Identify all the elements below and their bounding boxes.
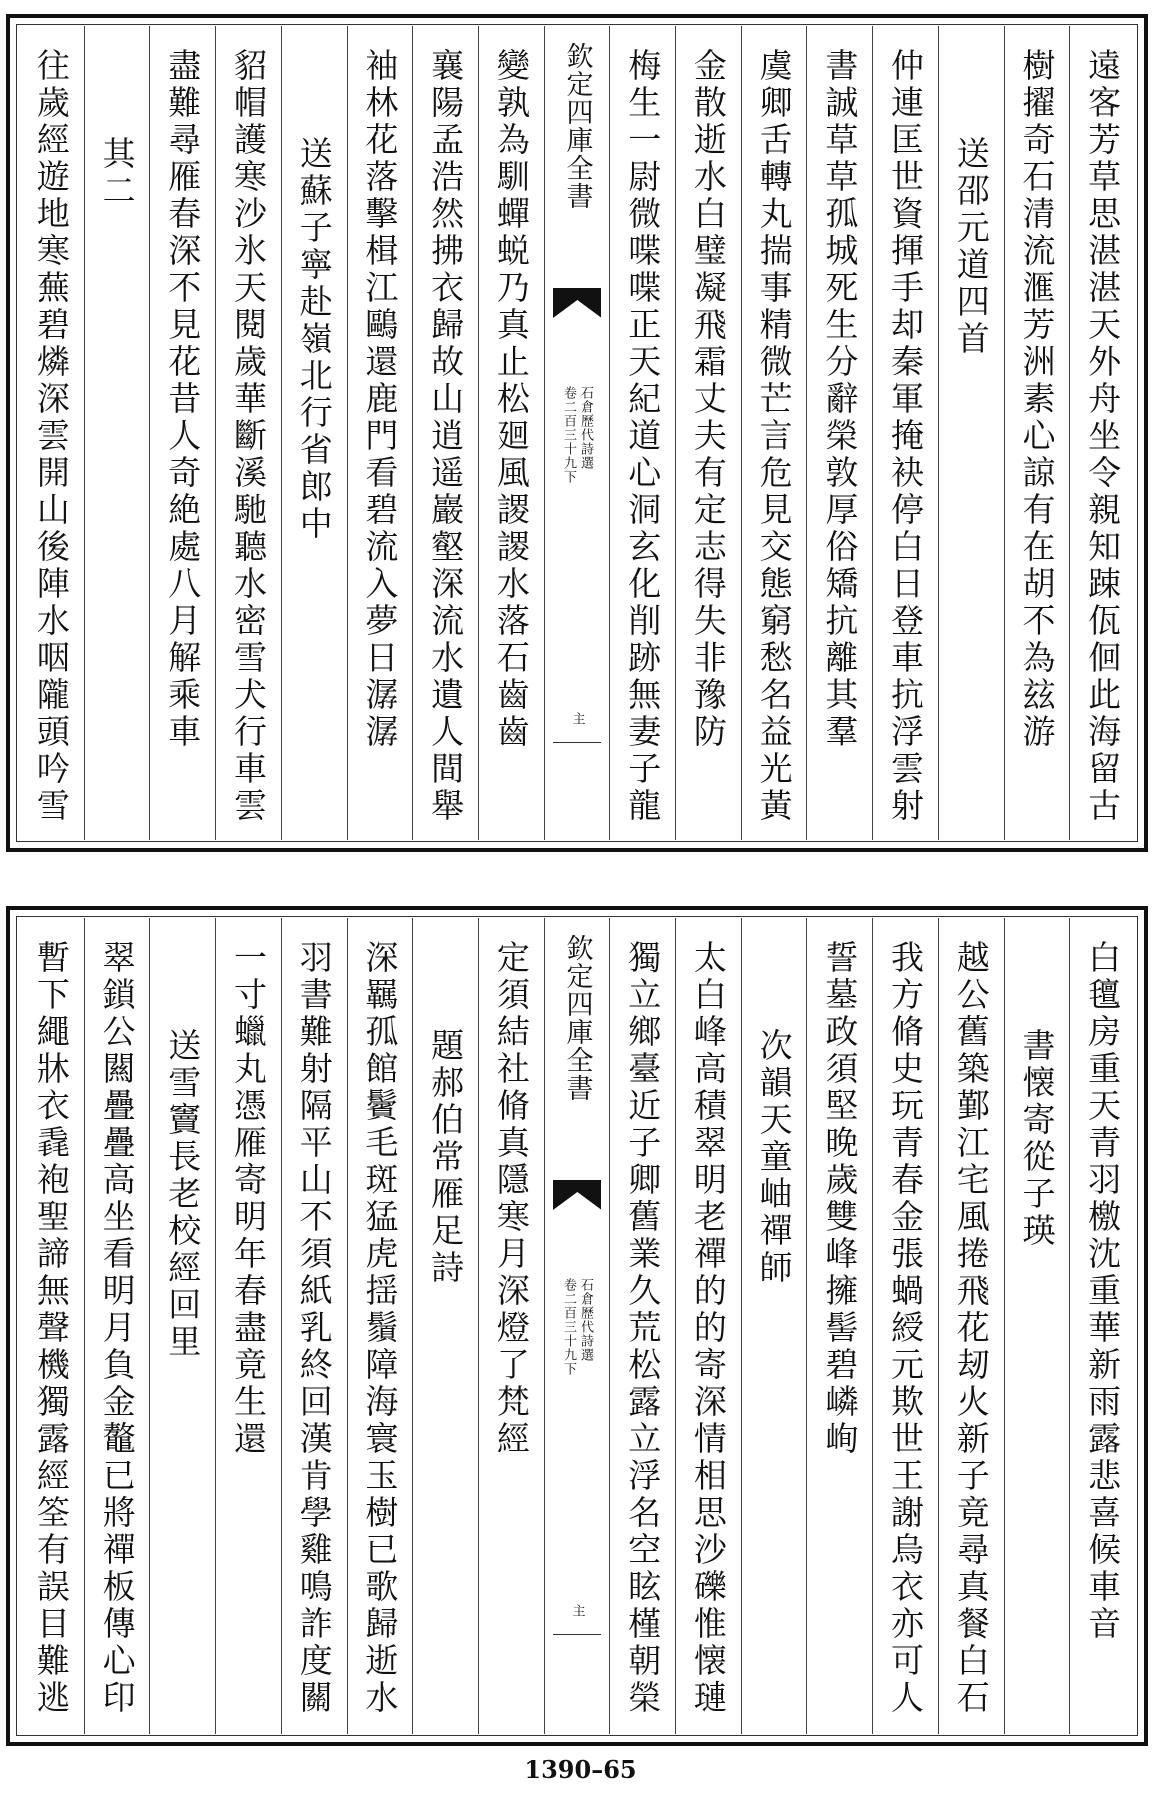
poem-line: 遠客芳草思湛湛天外舟坐令親知踈佤佪此海留古: [1083, 48, 1123, 825]
text-column: [675, 918, 741, 1734]
text-column: [1004, 26, 1070, 840]
text-column: [938, 918, 1004, 1734]
text-column: [1004, 918, 1070, 1734]
text-column: [347, 26, 413, 840]
text-column: [872, 918, 938, 1734]
text-column: [1069, 918, 1135, 1734]
text-column: [609, 918, 675, 1734]
poem-line: 暫下繩牀衣毳袍聖諦無聲機獨露經筌有誤目難逃: [31, 940, 71, 1717]
fish-tail-mark-icon: [553, 1180, 602, 1210]
text-column: [675, 26, 741, 840]
poem-title: 送邵元道四首: [951, 136, 991, 358]
center-subtitle: [562, 1278, 592, 1376]
text-column: [19, 918, 84, 1734]
divider: [553, 1634, 602, 1635]
poem-line: 羽書難射隔平山不須紙乳終回漢肯學雞鳴詐度關: [294, 940, 334, 1717]
poem-line: 貂帽護寒沙氷天閱歲華斷溪馳聽水密雪犬行車雲: [229, 48, 268, 825]
poem-line: 仲連匡世資揮手却秦軍掩袂停白日登車抗浮雲射: [886, 48, 926, 825]
center-subtitle: [562, 386, 592, 484]
divider: [553, 742, 602, 743]
text-column: [84, 26, 150, 840]
text-column: [806, 918, 872, 1734]
center-margin-column: [544, 26, 610, 840]
text-column: [872, 26, 938, 840]
top-page-panel: [6, 14, 1148, 852]
poem-line: 變孰為馴蟬蜕乃真止松廻風謖謖水落石齒齒: [491, 48, 531, 751]
text-column: [1069, 26, 1135, 840]
text-column: [938, 26, 1004, 840]
text-column: [215, 26, 281, 840]
fish-tail-mark-icon: [553, 288, 602, 318]
poem-line: 書誠草草孤城死生分辭榮敦厚俗矯抗離其羣: [820, 48, 860, 751]
poem-line: 太白峰高積翠明老禪的的寄深情相思沙礫惟懐璉: [688, 940, 728, 1717]
center-margin-column: [544, 918, 610, 1734]
page-number: 1390–65: [524, 1755, 637, 1784]
text-column: [609, 26, 675, 840]
poem-title: 其二: [97, 136, 137, 210]
text-column: [412, 26, 478, 840]
anthology-title: 石倉歷代詩選: [578, 386, 594, 470]
text-column: [478, 918, 544, 1734]
text-column: [806, 26, 872, 840]
poem-title: 次韻天童岫禪師: [754, 1028, 794, 1287]
text-column: [84, 918, 150, 1734]
poem-line: 誓墓政須堅晚歲雙峰擁髻碧嶙峋: [820, 940, 860, 1458]
poem-line: 襄陽孟浩然拂衣歸故山逍遥巖壑深流水遺人間舉: [426, 48, 466, 825]
poem-line: 梅生一尉微喋喋正天紀道心洞玄化削跡無妻子龍: [623, 48, 663, 825]
poem-title: 題郝伯常雁足詩: [426, 1028, 466, 1287]
poem-line: 金散逝水白璧凝飛霜丈夫有定志得失非豫防: [688, 48, 728, 751]
text-column: [19, 26, 84, 840]
book-title: 欽定四庫全書: [561, 934, 593, 1102]
text-column: [741, 918, 807, 1734]
poem-line: 定須結社脩真隱寒月深燈了梵經: [491, 940, 531, 1458]
text-columns: [19, 918, 1135, 1734]
text-column: [412, 918, 478, 1734]
text-column: [347, 918, 413, 1734]
poem-line: 虞卿舌轉丸揣事精微芒言危見交態窮愁名益光黃: [754, 48, 794, 825]
text-column: [281, 26, 347, 840]
poem-line: 一寸蠟丸憑雁寄明年春盡竟生還: [229, 940, 268, 1458]
poem-line: 深羈孤館鬢毛斑猛虎揺鬚障海寰玉樹已歌歸逝水: [360, 940, 400, 1717]
text-column: [478, 26, 544, 840]
poem-title: 送雪竇長老校經回里: [163, 1028, 203, 1361]
volume-label: 卷二百三十九下: [561, 1278, 577, 1376]
poem-title: 書懐寄從子瑛: [1017, 1028, 1057, 1250]
poem-line: 越公舊築鄞江宅風捲飛花刼火新子竟尋真餐白石: [951, 940, 991, 1717]
text-column: [149, 26, 215, 840]
text-column: [149, 918, 215, 1734]
poem-title: 送蘇子寧赴嶺北行省郎中: [294, 136, 334, 543]
text-column: [741, 26, 807, 840]
volume-label: 卷二百三十九下: [561, 386, 577, 484]
poem-line: 往歲經遊地寒蕪碧燐深雲開山後陣水咽隴頭吟雪: [31, 48, 71, 825]
text-column: [281, 918, 347, 1734]
leaf-number: 主: [569, 1604, 585, 1617]
book-title: 欽定四庫全書: [561, 42, 593, 210]
anthology-title: 石倉歷代詩選: [578, 1278, 594, 1362]
poem-line: 盡難尋雁春深不見花昔人奇絶處八月解乘車: [163, 48, 203, 751]
bottom-page-panel: [6, 906, 1148, 1746]
poem-line: 獨立鄉臺近子卿舊業久荒松露立浮名空眩槿朝榮: [623, 940, 663, 1717]
poem-line: 翠鎖公闗疊疊高坐看明月負金鼇已將禪板傳心印: [97, 940, 137, 1717]
poem-line: 白氊房重天青羽檄沈重華新雨露悲喜候車音: [1083, 940, 1123, 1643]
poem-line: 樹擢奇石清流滙芳洲素心諒有在胡不為玆游: [1017, 48, 1057, 751]
text-columns: [19, 26, 1135, 840]
poem-line: 我方脩史玩青春金張蝸綬元欺世王謝烏衣亦可人: [886, 940, 926, 1717]
text-column: [215, 918, 281, 1734]
poem-line: 袖林花落擊楫江鷗還鹿門看碧流入夢日潺潺: [360, 48, 400, 751]
leaf-number: 主: [569, 712, 585, 725]
